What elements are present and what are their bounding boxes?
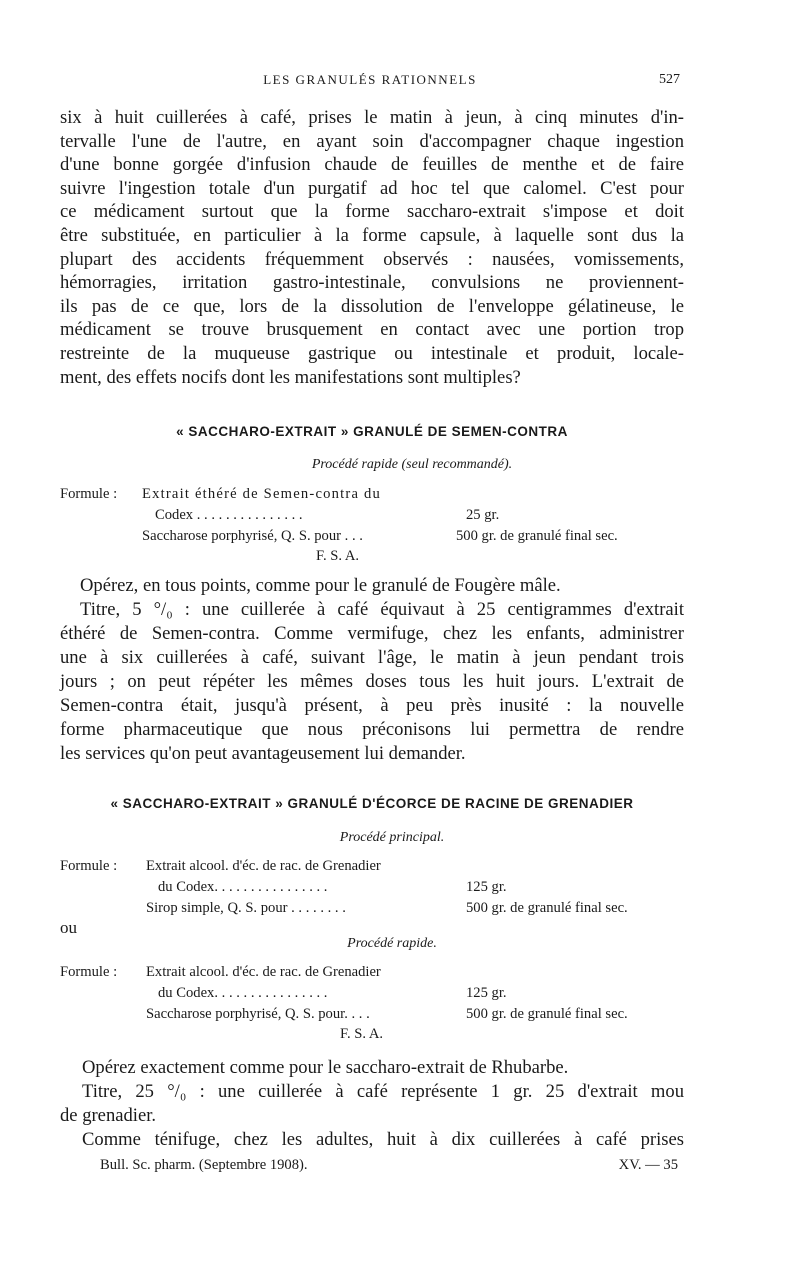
text-line: être substituée, en particulier à la forme capsule, à laquelle sont dus la — [60, 224, 684, 246]
running-title: LES GRANULÉS RATIONNELS — [263, 72, 477, 87]
formula-quantity: 125 gr. — [466, 985, 507, 1001]
text-line: six à huit cuillerées à café, prises le matin à jeun, à cinq minutes d'in- — [60, 107, 684, 128]
footer-signature: XV. — 35 — [618, 1157, 678, 1173]
text-line: ment, des effets nocifs dont les manifestations sont multiples? — [60, 366, 521, 388]
text-line: plupart des accidents fréquemment observés : nausées, vomissements, — [60, 248, 684, 270]
text-line: de grenadier. — [60, 1105, 157, 1126]
formule-label: Formule : — [60, 486, 118, 502]
text-line: ils pas de ce que, lors de la dissolution de l'enveloppe gélatineuse, le — [60, 295, 684, 317]
footer-citation: Bull. Sc. pharm. (Septembre 1908). — [100, 1157, 308, 1173]
ou-label: ou — [60, 918, 77, 937]
formula-line: Sirop simple, Q. S. pour . . . . . . . . — [146, 900, 346, 916]
text-line: Semen-contra était, jusqu'à présent, à peu près inusité : la nouvelle — [60, 695, 684, 716]
text-line: Titre, 25 °/₀ : une cuillerée à café représente 1 gr. 25 d'extrait mou — [82, 1081, 684, 1102]
procede-label: Procédé rapide. — [347, 936, 437, 951]
formula-quantity: 25 gr. — [466, 507, 500, 523]
text-line: forme pharmaceutique que nous préconisons lui permettra de rendre — [60, 719, 684, 740]
section2-paragraph — [60, 1056, 684, 1152]
formule-label: Formule : — [60, 858, 118, 874]
text-line: Opérez, en tous points, comme pour le granulé de Fougère mâle. — [80, 575, 561, 596]
formula-line: du Codex. . . . . . . . . . . . . . . . — [158, 985, 328, 1001]
formula-line: du Codex. . . . . . . . . . . . . . . . — [158, 879, 328, 895]
text-line: éthéré de Semen-contra. Comme vermifuge, chez les enfants, administrer — [60, 623, 684, 644]
text-line: suivre l'ingestion totale d'un purgatif ad hoc tel que calomel. C'est pour — [60, 177, 684, 199]
text-line: les services qu'on peut avantageusement lui demander. — [60, 743, 466, 764]
text-line: ce médicament surtout que la forme saccharo-extrait s'impose et doit — [60, 201, 684, 223]
formula-quantity: 125 gr. — [466, 879, 507, 895]
text-line: Titre, 5 °/₀ : une cuillerée à café équivaut à 25 centigrammes d'extrait — [80, 599, 684, 620]
fsa-label: F. S. A. — [340, 1026, 384, 1042]
fsa-label: F. S. A. — [316, 548, 360, 564]
formula-line: Extrait alcool. d'éc. de rac. de Grenadier — [146, 858, 381, 874]
formula-line: Saccharose porphyrisé, Q. S. pour . . . — [142, 528, 363, 544]
formula-quantity: 500 gr. de granulé final sec. — [466, 900, 628, 916]
section-heading-semen-contra: « SACCHARO-EXTRAIT » GRANULÉ DE SEMEN-CONTRA — [176, 424, 568, 439]
formula-line: Saccharose porphyrisé, Q. S. pour. . . . — [146, 1006, 370, 1022]
text-line: une à six cuillerées à café, suivant l'âge, le matin à jeun pendant trois — [60, 647, 684, 668]
formula-quantity: 500 gr. de granulé final sec. — [466, 1006, 628, 1022]
text-line: Comme ténifuge, chez les adultes, huit à dix cuillerées à café prises — [82, 1129, 684, 1150]
intro-paragraph — [60, 106, 684, 389]
text-line: médicament se trouve brusquement en contact avec une portion trop — [60, 319, 684, 341]
section1-paragraph — [60, 574, 684, 766]
text-line: d'une bonne gorgée d'infusion chaude de feuilles de menthe et de faire — [60, 154, 684, 176]
procede-label: Procédé rapide (seul recommandé). — [311, 457, 513, 472]
formula-line: Codex . . . . . . . . . . . . . . . — [155, 507, 303, 523]
formula-quantity: 500 gr. de granulé final sec. — [456, 528, 618, 544]
page-number: 527 — [659, 72, 680, 87]
text-line: restreinte de la muqueuse gastrique ou intestinale et produit, locale- — [60, 342, 684, 364]
formula-line: Extrait alcool. d'éc. de rac. de Grenadier — [146, 964, 381, 980]
procede-label: Procédé principal. — [339, 830, 445, 845]
formula-line: Extrait éthéré de Semen-contra du — [142, 486, 381, 502]
text-line: jours ; on peut répéter les mêmes doses tous les huit jours. L'extrait de — [60, 671, 684, 692]
text-line: tervalle l'une de l'autre, en ayant soin d'accompagner chaque ingestion — [60, 130, 684, 152]
formule-label: Formule : — [60, 964, 118, 980]
running-header — [60, 72, 680, 92]
section-heading-grenadier: « SACCHARO-EXTRAIT » GRANULÉ D'ÉCORCE DE RACINE DE GRENADIER — [110, 796, 634, 811]
text-line: hémorragies, irritation gastro-intestinale, convulsions ne proviennent- — [60, 272, 684, 294]
text-line: Opérez exactement comme pour le saccharo-extrait de Rhubarbe. — [82, 1057, 569, 1078]
